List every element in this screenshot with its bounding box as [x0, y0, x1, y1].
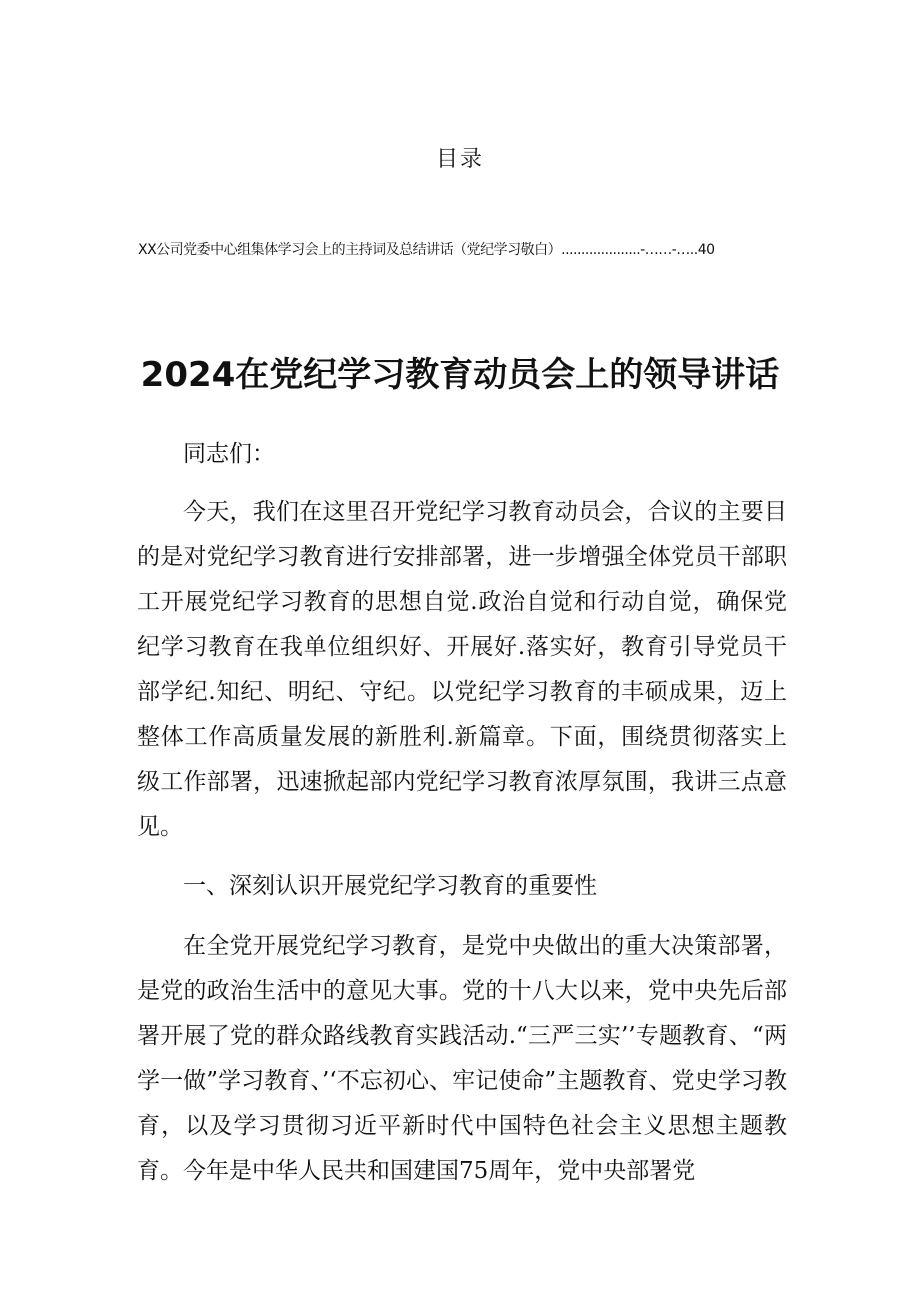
section-heading-1: 一、深刻认识开展党纪学习教育的重要性: [183, 873, 597, 899]
paragraph-intro: 今天，我们在这里召开党纪学习教育动员会，合议的主要目的是对党纪学习教育进行安排部署，进一步增强全体党员干部职工开展党纪学习教育的思想自觉.政治自觉和行动自觉，确保党纪学习教育在我单位组织好、开展好.落实好，教育引导党员干部学纪.知纪、明纪、守纪。以党纪学习教育的丰硕成果，迈上整体工作高质量发展的新胜利.新篇章。下面，围绕贯彻落实上级工作部署，迅速掀起部内党纪学习教育浓厚氛围，我讲三点意见。: [137, 499, 787, 840]
toc-entry[interactable]: XX公司党委中心组集体学习会上的主持词及总结讲话（党纪学习敬白）....................-……-…..40: [138, 242, 715, 258]
toc-heading: 目录: [435, 147, 484, 172]
paragraph-section-1: 在全党开展党纪学习教育，是党中央做出的重大决策部署，是党的政治生活中的意见大事。党的十八大以来，党中央先后部署开展了党的群众路线教育实践活动.“三严三实’’专题教育、“两学一做”学习教育、’‘不忘初心、牢记使命”主题教育、党史学习教育，以及学习贯彻习近平新时代中国特色社会主义思想主题教育。今年是中华人民共和国建国75周年，党中央部署党: [137, 933, 787, 1184]
salutation: 同志们：: [183, 441, 275, 467]
document-title: 2024在党纪学习教育动员会上的领导讲话: [140, 355, 780, 395]
